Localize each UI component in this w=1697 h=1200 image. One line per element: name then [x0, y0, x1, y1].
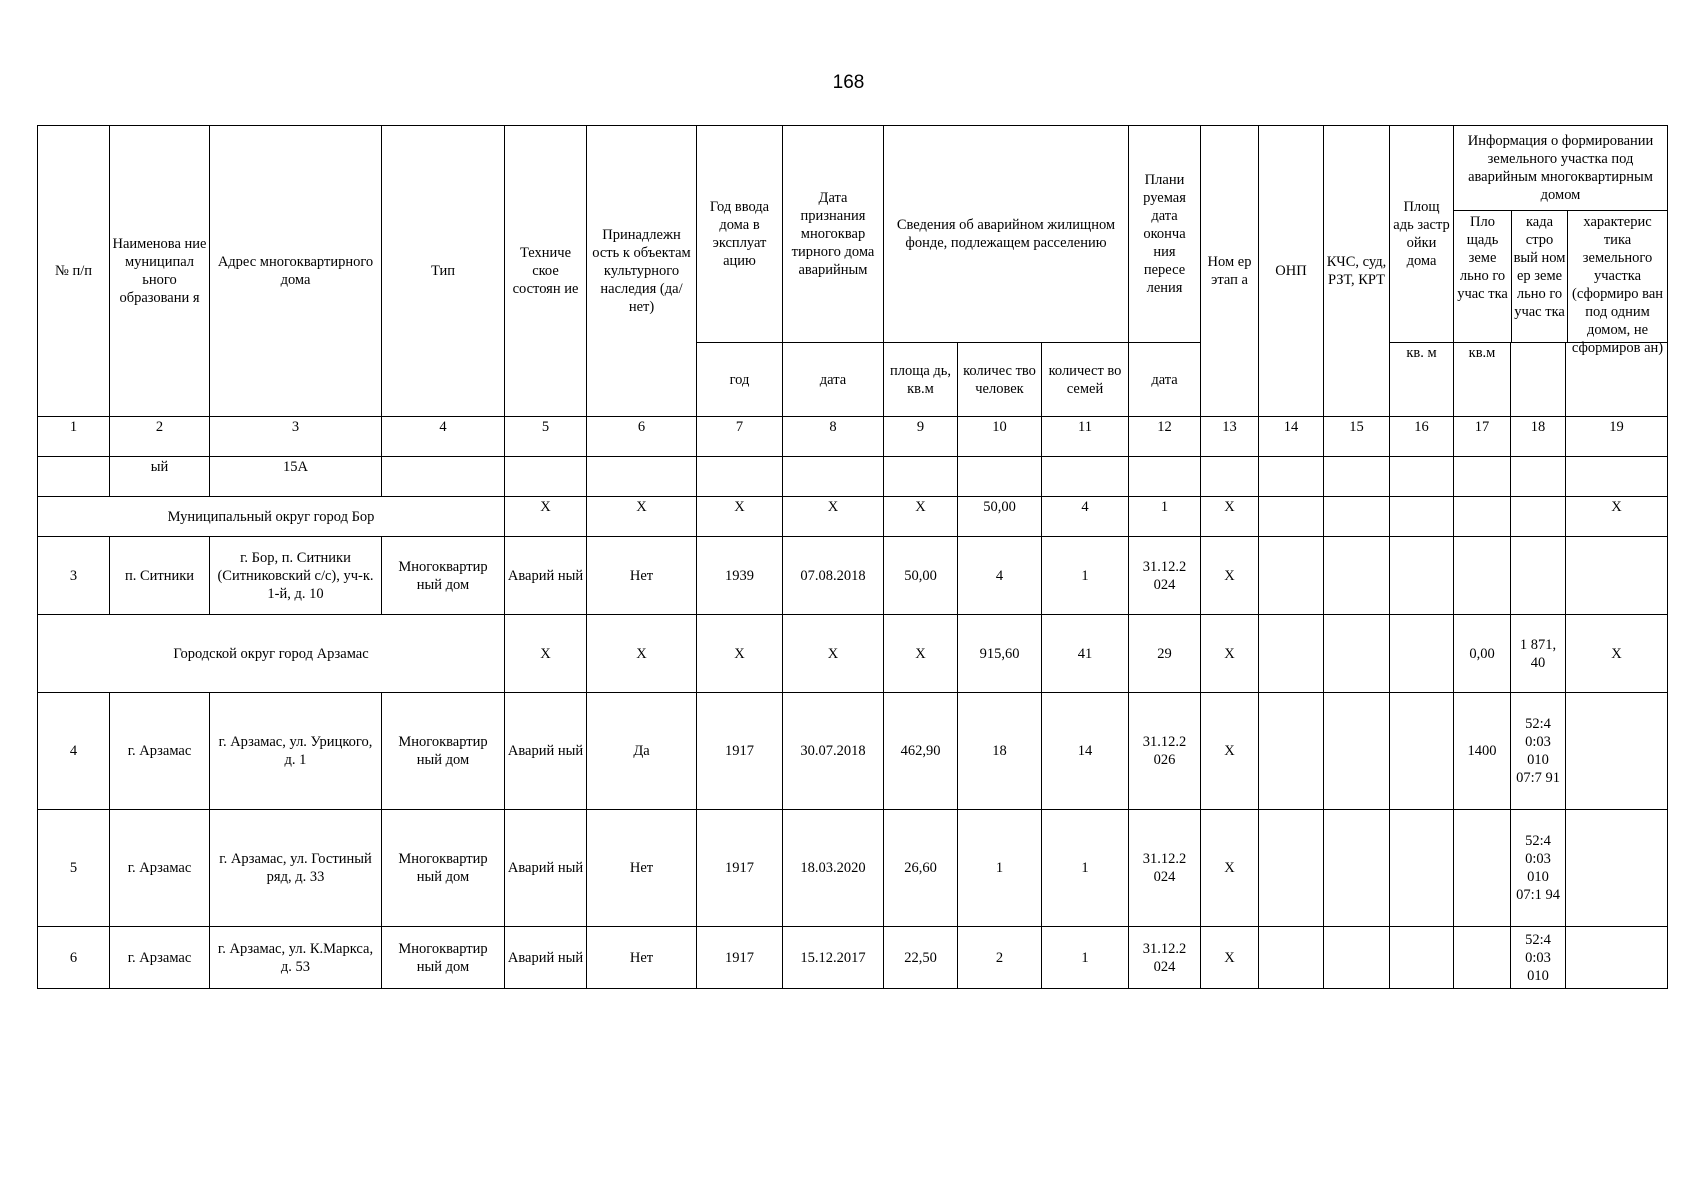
group-cell [1324, 497, 1390, 537]
header-land-area: Пло щадь земе льно го учас тка [1454, 211, 1512, 342]
row-plan-date: 31.12.2 026 [1129, 693, 1201, 810]
row-families: 14 [1042, 693, 1129, 810]
group-cell: X [505, 497, 587, 537]
row-people: 18 [958, 693, 1042, 810]
group-cell: X [1201, 615, 1259, 693]
header-heritage: Принадлежн ость к объектам культурного наследия (да/нет) [587, 126, 697, 417]
row-land-area: 1400 [1454, 693, 1511, 810]
header-building-area: Площ адь застр ойки дома [1390, 126, 1454, 343]
row-area: 50,00 [884, 537, 958, 615]
group-cell: X [884, 497, 958, 537]
cell-empty [958, 457, 1042, 497]
row-type: Многоквартир ный дом [382, 693, 505, 810]
header-type: Тип [382, 126, 505, 417]
row-address: г. Бор, п. Ситники (Ситниковский с/с), уч-к. 1-й, д. 10 [210, 537, 382, 615]
continuation-row [38, 457, 1668, 497]
header-sub-cadastral-cont [1511, 343, 1566, 417]
row-onp [1259, 927, 1324, 989]
header-planned-resettlement-date: Плани руемая дата оконча ния пересе ления [1129, 126, 1201, 343]
row-stage: X [1201, 810, 1259, 927]
group-cell: 0,00 [1454, 615, 1511, 693]
column-number: 1 [38, 417, 110, 457]
row-date: 15.12.2017 [783, 927, 884, 989]
group-cell [1454, 497, 1511, 537]
row-heritage: Нет [587, 810, 697, 927]
cell-empty [1511, 457, 1566, 497]
row-number: 6 [38, 927, 110, 989]
row-type: Многоквартир ный дом [382, 927, 505, 989]
column-number: 9 [884, 417, 958, 457]
row-families: 1 [1042, 927, 1129, 989]
header-sub-plan-date: дата [1129, 343, 1201, 417]
row-state: Аварий ный [505, 927, 587, 989]
row-state: Аварий ный [505, 810, 587, 927]
row-kchs [1324, 810, 1390, 927]
row-date: 07.08.2018 [783, 537, 884, 615]
column-number: 16 [1390, 417, 1454, 457]
header-sub-date: дата [783, 343, 884, 417]
page-number: 168 [832, 72, 865, 93]
row-land-area [1454, 927, 1511, 989]
row-land-char [1566, 927, 1668, 989]
row-land-area [1454, 810, 1511, 927]
row-plan-date: 31.12.2 024 [1129, 537, 1201, 615]
table-row [38, 927, 1668, 989]
cell-empty [1454, 457, 1511, 497]
group-cell [1511, 497, 1566, 537]
row-people: 4 [958, 537, 1042, 615]
column-number: 17 [1454, 417, 1511, 457]
row-land-area [1454, 537, 1511, 615]
row-kchs [1324, 537, 1390, 615]
group-cell: X [697, 497, 783, 537]
row-kchs [1324, 927, 1390, 989]
cell-empty [1042, 457, 1129, 497]
row-building-area [1390, 693, 1454, 810]
cell-empty [1259, 457, 1324, 497]
row-building-area [1390, 537, 1454, 615]
cell-empty [783, 457, 884, 497]
cell-empty [587, 457, 697, 497]
column-number: 11 [1042, 417, 1129, 457]
row-area: 22,50 [884, 927, 958, 989]
group-cell: X [783, 615, 884, 693]
row-municipality: г. Арзамас [110, 810, 210, 927]
group-row-arzamas [38, 615, 1668, 693]
row-year: 1917 [697, 693, 783, 810]
table-row [38, 810, 1668, 927]
row-families: 1 [1042, 537, 1129, 615]
row-onp [1259, 693, 1324, 810]
row-number: 3 [38, 537, 110, 615]
header-sub-families: количест во семей [1042, 343, 1129, 417]
group-cell: 1 871, 40 [1511, 615, 1566, 693]
group-cell: X [1566, 497, 1668, 537]
header-emergency-fund-group: Сведения об аварийном жилищном фонде, подлежащем расселению [884, 126, 1129, 343]
row-date: 18.03.2020 [783, 810, 884, 927]
header-land-info-title: Информация о формировании земельного участка под аварийным многоквартирным домом [1454, 126, 1667, 211]
row-year: 1939 [697, 537, 783, 615]
column-number: 19 [1566, 417, 1668, 457]
header-sub-land-area: кв.м [1454, 343, 1511, 417]
group-row-bor [38, 497, 1668, 537]
continuation-municipality: ый [110, 457, 210, 497]
row-heritage: Нет [587, 927, 697, 989]
cell-empty [1324, 457, 1390, 497]
row-plan-date: 31.12.2 024 [1129, 810, 1201, 927]
header-emergency-date: Дата признания многоквар тирного дома аварийным [783, 126, 884, 343]
row-number: 4 [38, 693, 110, 810]
group-cell [1390, 615, 1454, 693]
group-cell: 50,00 [958, 497, 1042, 537]
group-title-bor: Муниципальный округ город Бор [38, 497, 505, 537]
column-number: 6 [587, 417, 697, 457]
header-sub-building-area: кв. м [1390, 343, 1454, 417]
row-cadastral [1511, 537, 1566, 615]
column-number: 15 [1324, 417, 1390, 457]
group-cell: 4 [1042, 497, 1129, 537]
row-area: 26,60 [884, 810, 958, 927]
row-onp [1259, 810, 1324, 927]
row-year: 1917 [697, 927, 783, 989]
row-type: Многоквартир ный дом [382, 810, 505, 927]
group-cell [1259, 497, 1324, 537]
row-land-char [1566, 810, 1668, 927]
group-cell [1259, 615, 1324, 693]
column-number: 8 [783, 417, 884, 457]
header-sub-people: количес тво человек [958, 343, 1042, 417]
row-number: 5 [38, 810, 110, 927]
row-year: 1917 [697, 810, 783, 927]
group-cell: X [505, 615, 587, 693]
row-type: Многоквартир ный дом [382, 537, 505, 615]
row-heritage: Нет [587, 537, 697, 615]
row-municipality: г. Арзамас [110, 693, 210, 810]
emergency-housing-table [37, 125, 1668, 989]
group-cell: X [697, 615, 783, 693]
column-number: 7 [697, 417, 783, 457]
column-number: 18 [1511, 417, 1566, 457]
row-cadastral: 52:4 0:03 010 [1511, 927, 1566, 989]
table-row [38, 693, 1668, 810]
row-land-char [1566, 693, 1668, 810]
column-number: 2 [110, 417, 210, 457]
row-land-char [1566, 537, 1668, 615]
header-cadastral-number: када стро вый ном ер земе льно го учас тка [1512, 211, 1568, 342]
column-numbers-row [38, 417, 1668, 457]
row-municipality: г. Арзамас [110, 927, 210, 989]
row-building-area [1390, 927, 1454, 989]
cell-empty [382, 457, 505, 497]
header-year-commissioned: Год ввода дома в эксплуат ацию [697, 126, 783, 343]
group-title-arzamas: Городской округ город Арзамас [38, 615, 505, 693]
group-cell: 41 [1042, 615, 1129, 693]
header-number: № п/п [38, 126, 110, 417]
header-kchs: КЧС, суд, РЗТ, КРТ [1324, 126, 1390, 417]
group-cell: X [587, 497, 697, 537]
cell-empty [1129, 457, 1201, 497]
cell-empty [697, 457, 783, 497]
group-cell: X [1201, 497, 1259, 537]
column-number: 13 [1201, 417, 1259, 457]
group-cell: X [587, 615, 697, 693]
group-cell: 1 [1129, 497, 1201, 537]
cell-empty [1566, 457, 1668, 497]
header-sub-area: площа дь, кв.м [884, 343, 958, 417]
row-state: Аварий ный [505, 693, 587, 810]
row-state: Аварий ный [505, 537, 587, 615]
header-land-characteristic: характерис тика земельного участка (сформиро ван под одним домом, не сформиров ан) [1571, 214, 1664, 356]
row-address: г. Арзамас, ул. Урицкого, д. 1 [210, 693, 382, 810]
row-families: 1 [1042, 810, 1129, 927]
header-municipality: Наименова ние муниципал ьного образовани я [110, 126, 210, 417]
row-stage: X [1201, 927, 1259, 989]
row-stage: X [1201, 693, 1259, 810]
header-technical-state: Техниче ское состоян ие [505, 126, 587, 417]
group-cell [1390, 497, 1454, 537]
table-row [38, 537, 1668, 615]
row-plan-date: 31.12.2 024 [1129, 927, 1201, 989]
cell-empty [1390, 457, 1454, 497]
row-cadastral: 52:4 0:03 010 07:1 94 [1511, 810, 1566, 927]
row-people: 1 [958, 810, 1042, 927]
row-kchs [1324, 693, 1390, 810]
column-number: 3 [210, 417, 382, 457]
header-stage-number: Ном ер этап а [1201, 126, 1259, 417]
group-cell: 915,60 [958, 615, 1042, 693]
row-heritage: Да [587, 693, 697, 810]
row-stage: X [1201, 537, 1259, 615]
row-cadastral: 52:4 0:03 010 07:7 91 [1511, 693, 1566, 810]
group-cell: X [783, 497, 884, 537]
row-onp [1259, 537, 1324, 615]
header-address: Адрес многоквартирного дома [210, 126, 382, 417]
cell-empty [1201, 457, 1259, 497]
group-cell: 29 [1129, 615, 1201, 693]
column-number: 14 [1259, 417, 1324, 457]
cell-empty [38, 457, 110, 497]
row-building-area [1390, 810, 1454, 927]
row-address: г. Арзамас, ул. К.Маркса, д. 53 [210, 927, 382, 989]
row-area: 462,90 [884, 693, 958, 810]
column-number: 4 [382, 417, 505, 457]
column-number: 10 [958, 417, 1042, 457]
group-cell: X [884, 615, 958, 693]
cell-empty [884, 457, 958, 497]
row-people: 2 [958, 927, 1042, 989]
column-number: 5 [505, 417, 587, 457]
row-date: 30.07.2018 [783, 693, 884, 810]
group-cell: X [1566, 615, 1668, 693]
cell-empty [505, 457, 587, 497]
header-onp: ОНП [1259, 126, 1324, 417]
header-row-main [38, 126, 1668, 343]
group-cell [1324, 615, 1390, 693]
row-municipality: п. Ситники [110, 537, 210, 615]
header-sub-year: год [697, 343, 783, 417]
row-address: г. Арзамас, ул. Гостиный ряд, д. 33 [210, 810, 382, 927]
continuation-address: 15А [210, 457, 382, 497]
column-number: 12 [1129, 417, 1201, 457]
